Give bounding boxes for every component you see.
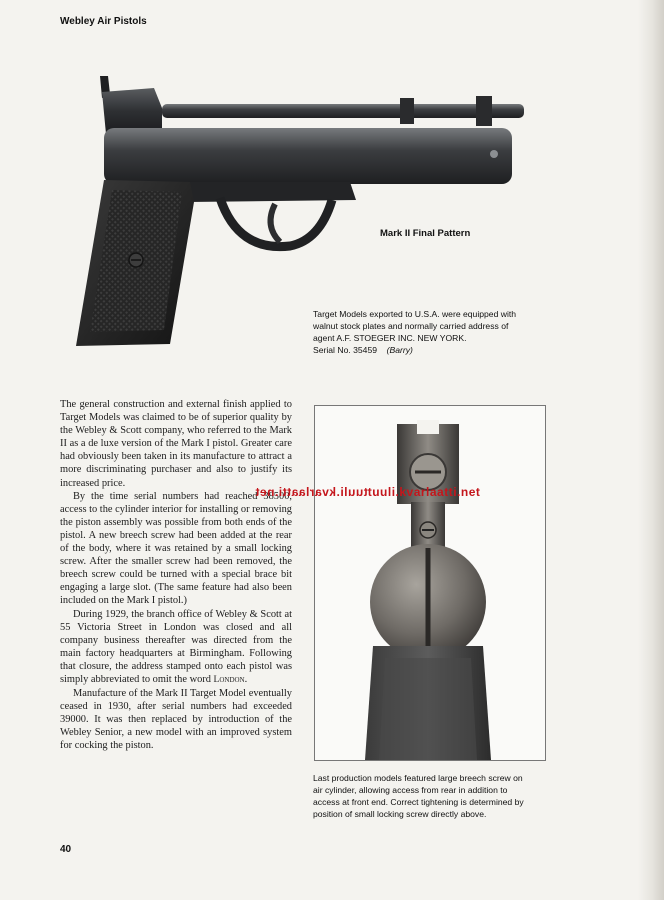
breech-caption [313,772,549,820]
pistol-caption-line: agent A.F. STOEGER INC. NEW YORK. [313,333,467,343]
paragraph-text: . [244,673,248,685]
watermark-text: tuuli.kvarlaatti.net [367,485,481,499]
pistol-caption-title: Mark II Final Pattern [380,228,471,239]
paragraph: Manufacture of the Mark II Target Model eventually ceased in 1930, after serial numbers had exceeded 39000. It was then replaced by introduction of the Webley Senior, a new model with an improved system for cocking the piston. [60,688,292,752]
pistol-caption-line: Target Models exported to U.S.A. were equipped with [313,309,517,319]
breech-caption-line: Last production models featured large breech screw on [313,773,523,783]
breech-caption-line: access at front end. Correct tightening is determined by [313,797,524,807]
pistol-caption-serial [313,344,553,356]
watermark [255,485,480,499]
serial-credit: (Barry) [386,345,413,355]
breech-photo [314,405,546,761]
breech-caption-line: air cylinder, allowing access from rear in addition to [313,785,508,795]
pistol-caption [313,308,553,356]
pistol-caption-line: walnut stock plates and normally carried address of [313,321,509,331]
running-header: Webley Air Pistols [60,16,147,27]
breech-photo-image [315,406,545,760]
body-text [60,398,292,753]
watermark-mirrored: tuuli.kvarlaatti.net [255,485,368,499]
page-gutter-shadow [638,0,664,900]
paragraph [60,608,292,688]
breech-caption-line: position of small locking screw directly above. [313,809,487,819]
paragraph-text: During 1929, the branch office of Webley & Scott at 55 Victoria Street in London was closed and all company business thereafter was directed from the main factory headquarters at Birmingham. Following that closure, the address stamped onto each pistol was simply abbreviated to omit the word [60,608,292,685]
paragraph: By the time serial numbers had reached 38500, access to the cylinder interior for installing or removing the piston assembly was possible from both ends of the pistol. A new breech screw had been added at the rear of the body, where it was retained by a small locking screw. After the smaller screw had been removed, the breech screw could be turned with a special brace bit engaging a large slot. (The same feature had also been included on the Mark I pistol.) [60,490,292,607]
page-number: 40 [60,844,72,855]
paragraph: The general construction and external finish applied to Target Models was claimed to be of superior quality by the Webley & Scott company, who referred to the Mark II as a de luxe version of the Mark I pistol. Greater care had obviously been taken in its manufacture to attract a more discriminating purchaser and also to justify its increased price. [60,399,292,489]
small-caps-word: London [213,674,245,685]
serial-number: Serial No. 35459 [313,345,378,355]
